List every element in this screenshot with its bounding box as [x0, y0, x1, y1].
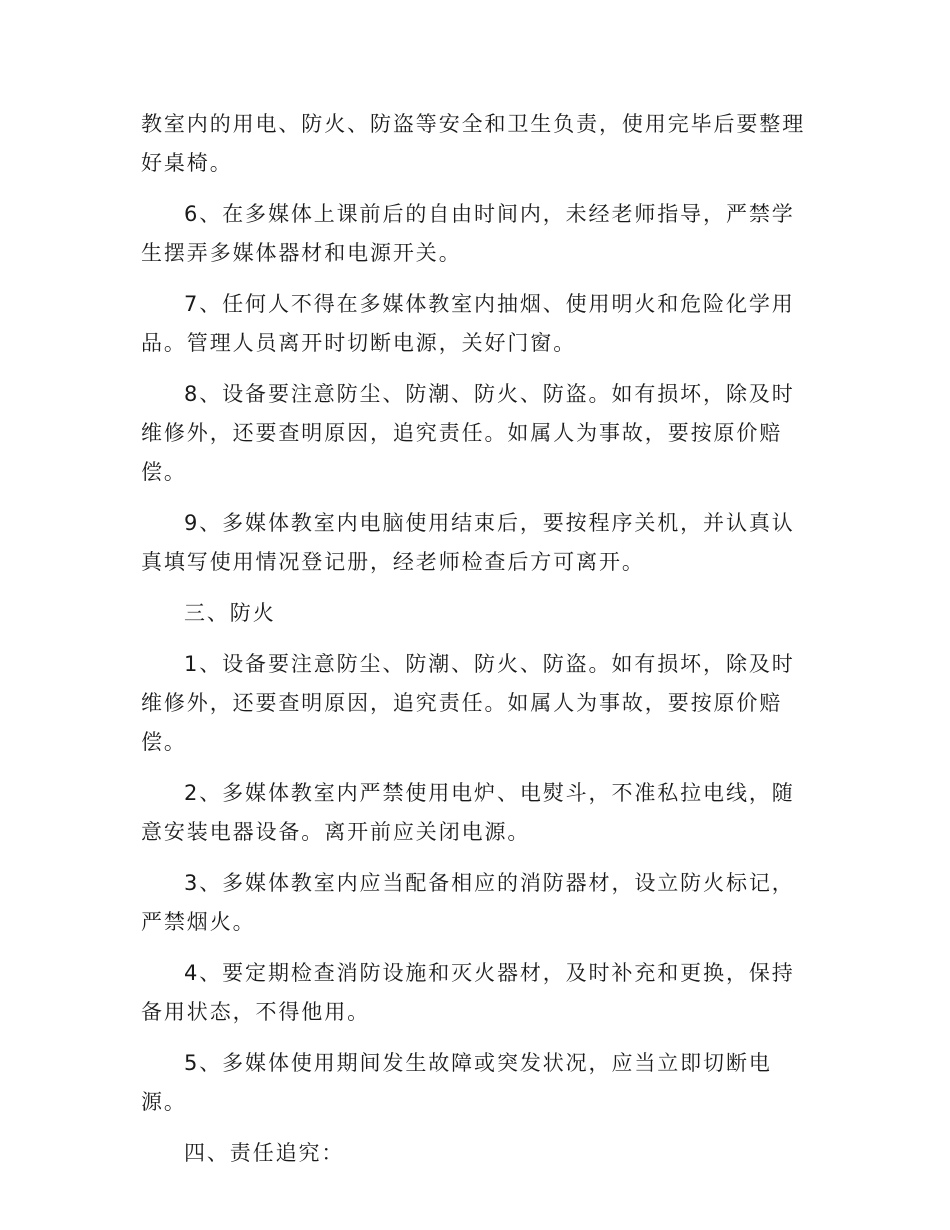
section-heading-fire-prevention: 三、防火	[184, 601, 276, 625]
paragraph-continuation: 教室内的用电、防火、防盗等安全和卫生负责，使用完毕后要整理好桌椅。	[141, 112, 806, 175]
paragraph-item-6: 6、在多媒体上课前后的自由时间内，未经老师指导，严禁学生摆弄多媒体器材和电源开关。	[141, 202, 795, 265]
paragraph-fire-item-3: 3、多媒体教室内应当配备相应的消防器材，设立防火标记，严禁烟火。	[141, 871, 795, 934]
paragraph-item-8: 8、设备要注意防尘、防潮、防火、防盗。如有损坏，除及时维修外，还要查明原因，追究责任。如属人为事故，要按原价赔偿。	[141, 382, 795, 484]
paragraph-fire-item-2: 2、多媒体教室内严禁使用电炉、电熨斗，不准私拉电线，随意安装电器设备。离开前应关闭电源。	[141, 781, 795, 844]
paragraph-item-7: 7、任何人不得在多媒体教室内抽烟、使用明火和危险化学用品。管理人员离开时切断电源，关好门窗。	[141, 292, 795, 355]
paragraph-fire-item-1: 1、设备要注意防尘、防潮、防火、防盗。如有损坏，除及时维修外，还要查明原因，追究责任。如属人为事故，要按原价赔偿。	[141, 652, 795, 754]
section-heading-accountability: 四、责任追究：	[184, 1141, 345, 1165]
paragraph-fire-item-4: 4、要定期检查消防设施和灭火器材，及时补充和更换，保持备用状态，不得他用。	[141, 961, 795, 1024]
paragraph-fire-item-5: 5、多媒体使用期间发生故障或突发状况，应当立即切断电源。	[141, 1051, 772, 1114]
paragraph-item-9: 9、多媒体教室内电脑使用结束后，要按程序关机，并认真认真填写使用情况登记册，经老师检查后方可离开。	[141, 511, 795, 574]
document-body	[141, 105, 813, 1173]
